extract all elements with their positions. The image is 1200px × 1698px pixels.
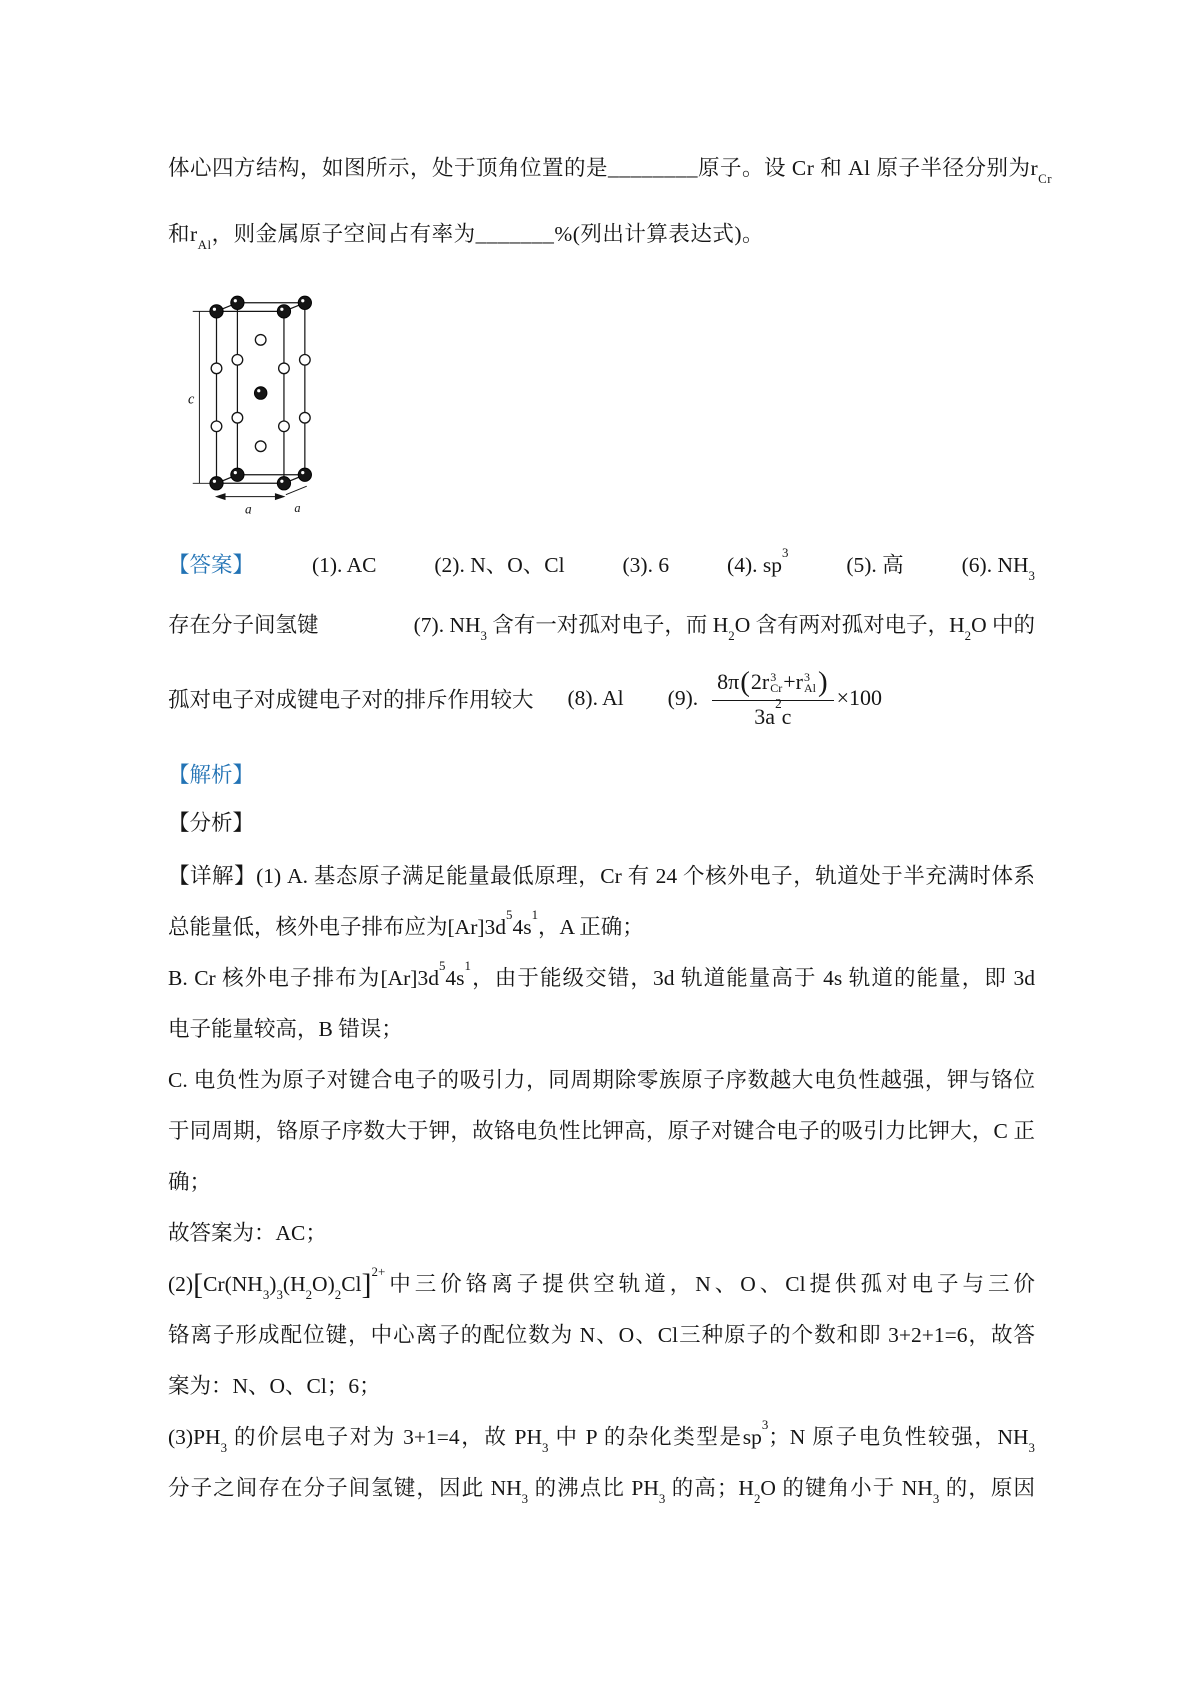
figure-label-c: c (188, 391, 195, 408)
detail-line: C. 电负性为原子对键合电子的吸引力，同周期除零族原子序数越大电负性越强，钾与铬位 (168, 1068, 1035, 1092)
crystal-structure-figure (188, 269, 1035, 519)
detail-line: 于同周期，铬原子序数大于钾，故铬电负性比钾高，原子对键合电子的吸引力比钾大，C 正 (168, 1119, 1035, 1143)
fraction-suffix: ×100 (836, 685, 883, 710)
answer-item-7: (7). $NH_3$ 含有一对孤对电子，而 $H_2O$ 含有两对孤对电子，$H_2O$ 中的 (413, 613, 1035, 644)
center-column-atoms (254, 335, 267, 452)
detail-section (168, 851, 1035, 1514)
jiexi-label: 【解析】 (168, 763, 255, 787)
fenxi-label: 【分析】 (168, 811, 255, 835)
answer-item-1: (1). AC (311, 553, 377, 577)
answer-item-6: (6). $NH_3$ (961, 553, 1035, 584)
answer-item-2: (2). N、O、Cl (434, 553, 565, 577)
detail-line: 电子能量较高，B 错误； (168, 1017, 403, 1041)
question-line-1: 体心四方结构，如图所示，处于顶角位置的是________原子。设 Cr 和 Al 原子半径分别为$r_{Cr}$ (168, 156, 1053, 187)
answer-item-9: (9). (667, 685, 699, 710)
fraction-numerator: 8π ( 2r 3 Cr +r 3 Al ) (712, 667, 834, 701)
detail-line: $(2)[Cr(NH_3)_3(H_2O)_2Cl]^{2+}$中三价铬离子提供空轨道，N、O、Cl提供孤对电子与三价 (168, 1264, 1035, 1303)
answer-item-8: (8). Al (567, 685, 624, 710)
answer-item-4: (4). $sp^3$ (727, 545, 789, 577)
answer-row-3 (168, 655, 1035, 741)
fraction-denominator: $3a^2c$ (754, 695, 792, 729)
answer-row-1 (168, 545, 1035, 585)
detail-line: 铬离子形成配位键，中心离子的配位数为 N、O、Cl三种原子的个数和即 3+2+1=6，故答 (168, 1323, 1035, 1347)
answer-row-2 (168, 605, 1035, 645)
answer-item-3: (3). 6 (622, 553, 670, 577)
detail-line: 故答案为：AC； (168, 1221, 327, 1245)
figure-label-a-front: a (245, 501, 252, 517)
question-line-2: 和$r_{Al}$，则金属原子空间占有率为_______%(列出计算表达式)。 (168, 222, 765, 253)
answer-row2-left: 存在分子间氢键 (168, 613, 319, 637)
detail-line: $(3)PH_3$ 的价层电子对为 3+1=4，故 $PH_3$ 中 P 的杂化类型是$sp^3$；N 原子电负性较强，$NH_3$ (168, 1417, 1035, 1456)
crystal-structure-diagram (188, 269, 340, 519)
answer-item-5: (5). 高 (846, 553, 904, 577)
figure-label-a-side: a (294, 500, 301, 515)
detail-line: 确； (168, 1170, 212, 1194)
detail-line: 总能量低，核外电子排布应为$[Ar]3d^54s^1$，A 正确； (168, 907, 644, 939)
detail-line: B. Cr 核外电子排布为$[Ar]3d^54s^1$，由于能级交错，3d 轨道能量高于 4s 轨道的能量，即 3d (168, 958, 1035, 990)
detail-line: 分子之间存在分子间氢键，因此 $NH_3$ 的沸点比 $PH_3$ 的高；$H_2O$ 的键角小于 $NH_3$ 的，原因 (168, 1476, 1035, 1507)
detail-line: 案为：N、O、Cl；6； (168, 1374, 381, 1398)
answer-label: 【答案】 (168, 553, 255, 577)
detail-line: 【详解】(1) A. 基态原子满足能量最低原理，Cr 有 24 个核外电子，轨道处于半充满时体系 (168, 864, 1035, 888)
answer-row3-left: 孤对电子对成键电子对的排斥作用较大 (168, 687, 534, 712)
occupancy-fraction (712, 667, 834, 730)
